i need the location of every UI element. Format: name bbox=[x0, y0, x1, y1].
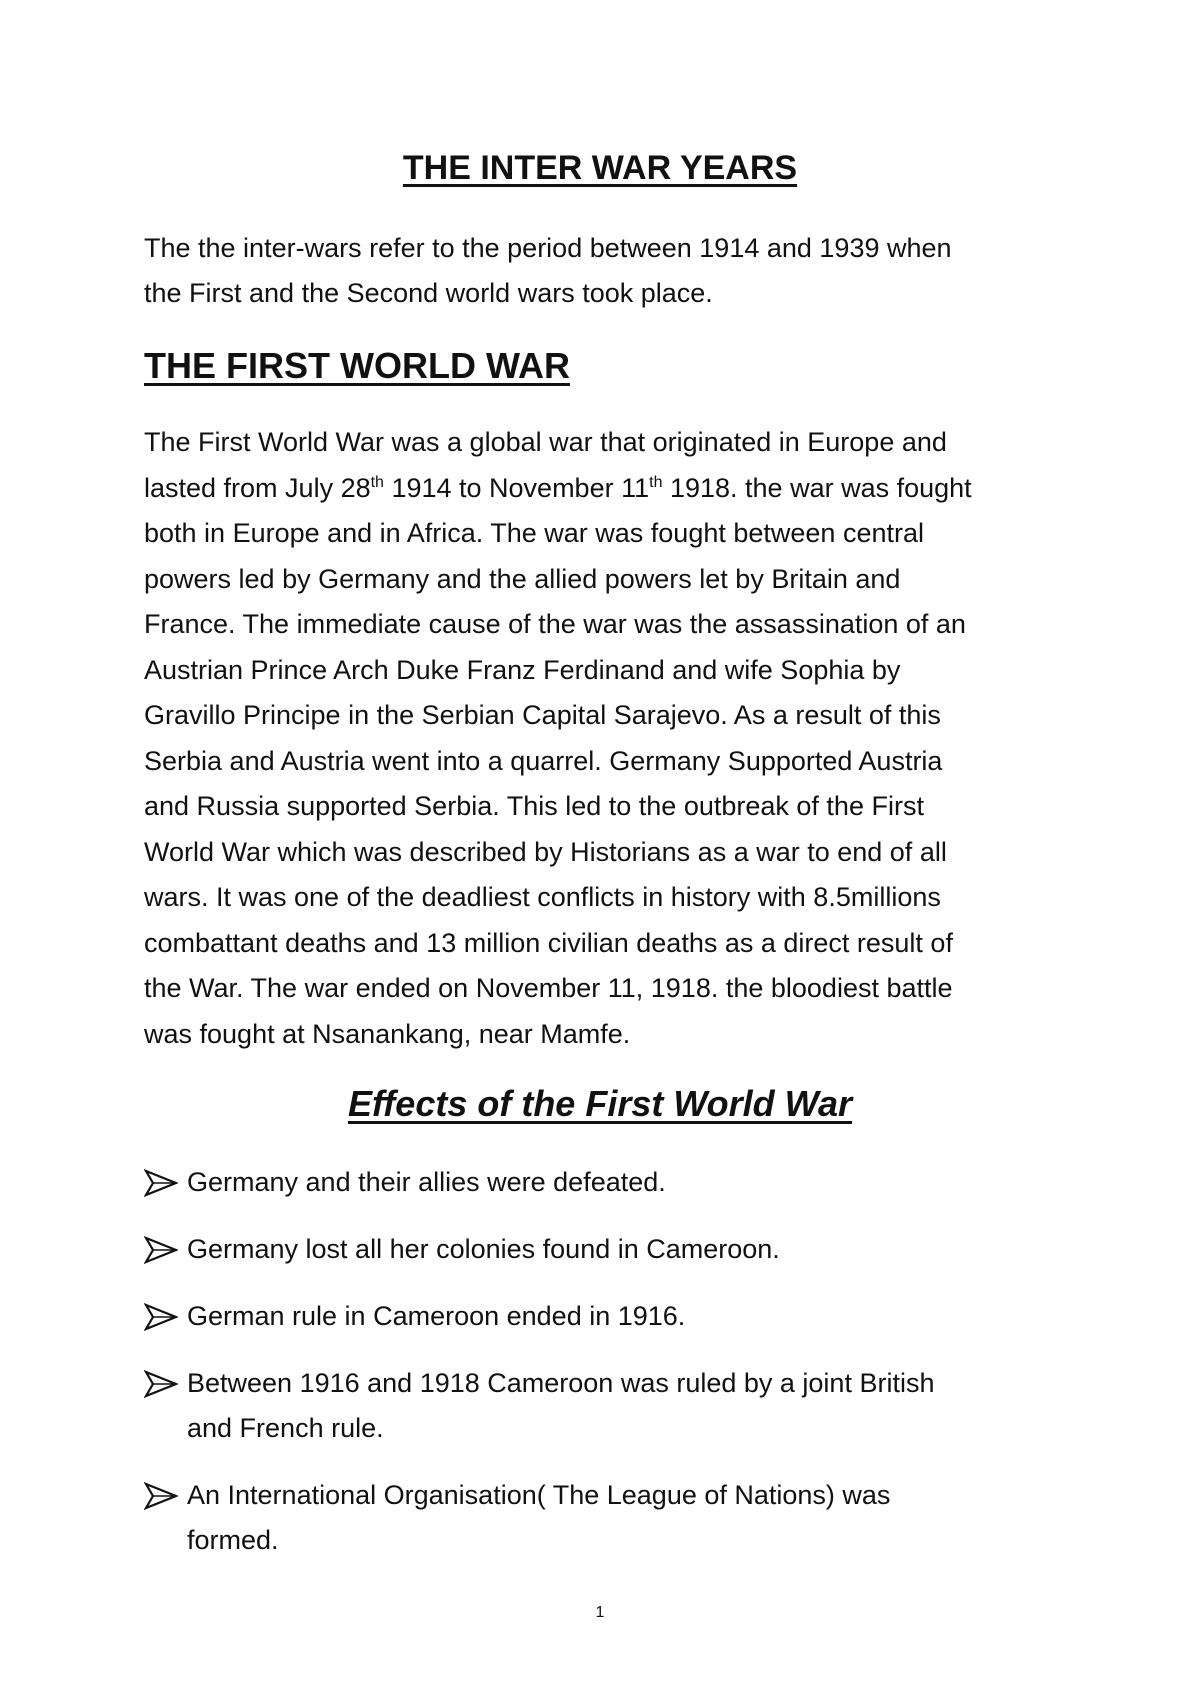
list-item-line: Between 1916 and 1918 Cameroon was ruled by a joint British bbox=[187, 1368, 935, 1398]
paragraph-line: wars. It was one of the deadliest conflicts in history with 8.5millions bbox=[144, 882, 941, 912]
paragraph-line: France. The immediate cause of the war was the assassination of an bbox=[144, 609, 966, 639]
list-item bbox=[144, 1473, 1084, 1563]
arrowhead-bullet-icon bbox=[144, 1303, 178, 1331]
paragraph-line: both in Europe and in Africa. The war was fought between central bbox=[144, 518, 924, 548]
effects-list bbox=[144, 1160, 1084, 1585]
paragraph-line: The First World War was a global war that originated in Europe and bbox=[144, 427, 947, 457]
paragraph-text: lasted from July 28 bbox=[144, 472, 371, 503]
effects-heading: Effects of the First World War bbox=[347, 1083, 853, 1124]
document-title: THE INTER WAR YEARS bbox=[402, 149, 798, 187]
intro-paragraph bbox=[144, 226, 1084, 316]
arrowhead-bullet-icon bbox=[144, 1370, 178, 1398]
paragraph-line: combattant deaths and 13 million civilian deaths as a direct result of bbox=[144, 927, 953, 958]
paragraph-line: World War which was described by Historians as a war to end of all bbox=[144, 836, 947, 867]
list-item-line: An International Organisation( The League of Nations) was bbox=[187, 1480, 891, 1510]
page-number: 1 bbox=[595, 1604, 605, 1621]
arrowhead-bullet-icon bbox=[144, 1236, 178, 1264]
list-item bbox=[144, 1294, 1084, 1339]
section-heading: THE FIRST WORLD WAR bbox=[144, 345, 570, 386]
paragraph-line: the War. The war ended on November 11, 1918. the bloodiest battle bbox=[144, 973, 953, 1003]
superscript: th bbox=[649, 473, 663, 491]
intro-line: The the inter-wars refer to the period between 1914 and 1939 when bbox=[144, 233, 952, 263]
list-item bbox=[144, 1361, 1084, 1451]
list-item-line: Germany and their allies were defeated. bbox=[187, 1167, 666, 1197]
paragraph-line bbox=[144, 466, 1084, 512]
paragraph-line: Gravillo Principe in the Serbian Capital Sarajevo. As a result of this bbox=[144, 700, 941, 730]
paragraph-line: Serbia and Austria went into a quarrel. Germany Supported Austria bbox=[144, 745, 943, 776]
list-item bbox=[144, 1160, 1084, 1205]
list-item-line: German rule in Cameroon ended in 1916. bbox=[187, 1301, 686, 1331]
list-item-line: formed. bbox=[187, 1525, 279, 1555]
paragraph-line: and Russia supported Serbia. This led to the outbreak of the First bbox=[144, 791, 924, 821]
paragraph-line: was fought at Nsanankang, near Mamfe. bbox=[144, 1018, 631, 1049]
superscript: th bbox=[370, 473, 384, 491]
body-paragraph bbox=[144, 420, 1084, 1057]
list-item-line: and French rule. bbox=[187, 1413, 384, 1443]
paragraph-line: powers led by Germany and the allied powers let by Britain and bbox=[144, 563, 901, 594]
list-item-line: Germany lost all her colonies found in Cameroon. bbox=[187, 1234, 780, 1264]
paragraph-line: Austrian Prince Arch Duke Franz Ferdinand and wife Sophia by bbox=[144, 654, 901, 685]
list-item bbox=[144, 1227, 1084, 1272]
arrowhead-bullet-icon bbox=[144, 1169, 178, 1197]
intro-line: the First and the Second world wars took place. bbox=[144, 278, 713, 308]
paragraph-text: 1914 to November 11 bbox=[383, 472, 650, 503]
arrowhead-bullet-icon bbox=[144, 1482, 178, 1510]
paragraph-text: 1918. the war was fought bbox=[662, 472, 972, 503]
